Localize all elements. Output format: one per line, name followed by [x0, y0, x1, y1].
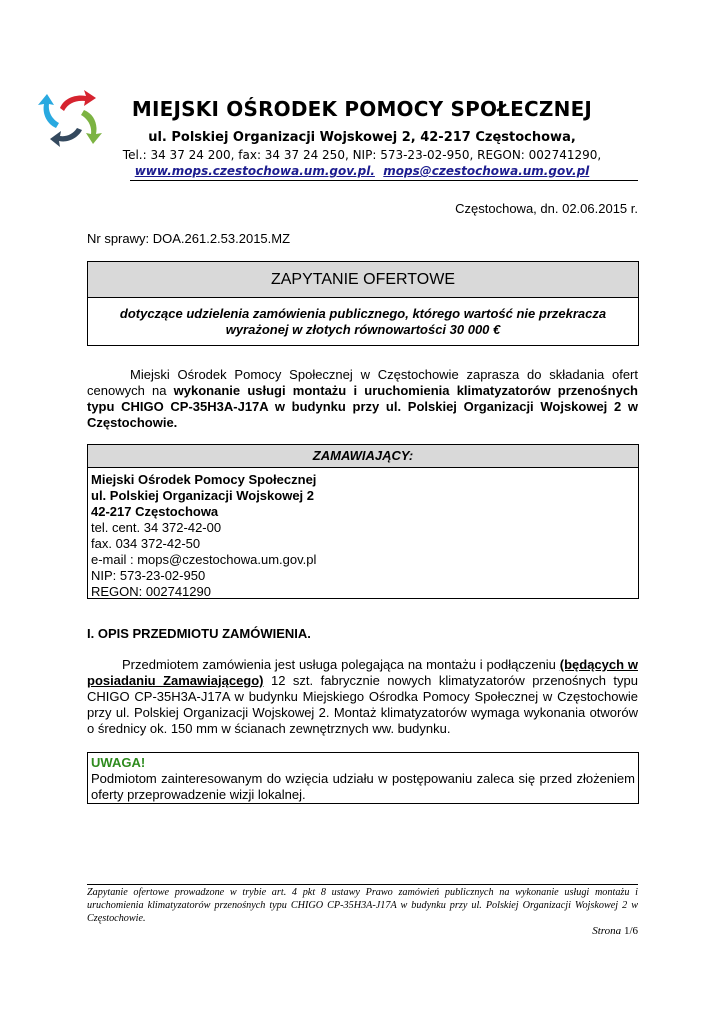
orderer-line: e-mail : mops@czestochowa.um.gov.pl [91, 552, 317, 567]
intro-text-bold: wykonanie usługi montażu i uruchomienia klimatyzatorów przenośnych typu CHIGO CP-35H3A-J17A w budynku przy ul. Polskiej Organizacji Wojskowej 2 w Częstochowie. [87, 383, 638, 430]
warning-text: Podmiotom zainteresowanym do wzięcia udziału w postępowaniu zaleca się przed złożeniem oferty przeprowadzenie wizji lokalnej. [91, 771, 635, 802]
section-1-title: I. OPIS PRZEDMIOTU ZAMÓWIENIA. [87, 626, 311, 641]
subject-text-a: Przedmiotem zamówienia jest usługa polegająca na montażu i podłączeniu [122, 657, 560, 672]
offer-title: ZAPYTANIE OFERTOWE [88, 262, 638, 298]
case-number: Nr sprawy: DOA.261.2.53.2015.MZ [87, 231, 291, 246]
orderer-details [91, 472, 316, 600]
org-name: MIEJSKI OŚRODEK POMOCY SPOŁECZNEJ [131, 97, 593, 121]
subject-text-underlined: (będących w posiadaniu Zamawiającego) [87, 657, 638, 688]
mops-logo [38, 86, 104, 150]
logo-arrow-green [81, 110, 102, 144]
email-link[interactable]: mops@czestochowa.um.gov.pl [383, 164, 590, 178]
orderer-heading: ZAMAWIAJĄCY: [88, 445, 638, 468]
logo-arrow-navy [50, 128, 82, 147]
page-label: Strona [592, 925, 622, 937]
intro-paragraph [87, 367, 638, 431]
document-date: Częstochowa, dn. 02.06.2015 r. [455, 201, 638, 216]
orderer-box [87, 444, 639, 599]
warning-box [87, 752, 639, 804]
footer-note: Zapytanie ofertowe prowadzone w trybie art. 4 pkt 8 ustawy Prawo zamówień publicznych na wykonanie usługi montażu i uruchomienia klimatyzatorów przenośnych typu CHIGO CP-35H3A-J17A w budynku przy ul. Polskiej Organizacji Wojskowej 2 w Częstochowie. [87, 887, 638, 924]
org-address: ul. Polskiej Organizacji Wojskowej 2, 42-217 Częstochowa, [148, 130, 576, 145]
section-1-paragraph [87, 657, 638, 737]
subject-text-b: 12 szt. fabrycznie nowych klimatyzatorów przenośnych typu CHIGO CP-35H3A-J17A w budynku Miejskiego Ośrodka Pomocy Społecznej w Częstochowie przy ul. Polskiej Organizacji Wojskowej 2. Montaż klimatyzatorów wymaga wykonania otworów o średnicy ok. 150 mm w ścianach zewnętrznych ww. budynku. [87, 673, 639, 736]
org-contact: Tel.: 34 37 24 200, fax: 34 37 24 250, NIP: 573-23-02-950, REGON: 002741290, [122, 148, 602, 162]
orderer-line: REGON: 002741290 [91, 584, 211, 599]
logo-arrow-red [60, 90, 96, 111]
intro-text: Miejski Ośrodek Pomocy Społecznej w Częstochowie zaprasza do składania ofert cenowych na [87, 367, 638, 398]
warning-title: UWAGA! [91, 755, 146, 770]
offer-subtitle: dotyczące udzielenia zamówienia publicznego, którego wartość nie przekracza wyrażonej w złotych równowartości 30 000 € [119, 306, 607, 337]
footer-divider [87, 884, 638, 885]
org-links [106, 164, 618, 178]
orderer-line: 42-217 Częstochowa [91, 504, 219, 519]
offer-title-box [87, 261, 639, 346]
orderer-line: NIP: 573-23-02-950 [91, 568, 206, 583]
orderer-line: fax. 034 372-42-50 [91, 536, 201, 551]
page-number [500, 925, 638, 937]
orderer-line: ul. Polskiej Organizacji Wojskowej 2 [91, 488, 314, 503]
orderer-line: tel. cent. 34 372-42-00 [91, 520, 222, 535]
logo-arrow-blue [38, 94, 59, 128]
orderer-line: Miejski Ośrodek Pomocy Społecznej [91, 472, 317, 487]
page-value: 1/6 [623, 925, 638, 937]
website-link[interactable]: www.mops.czestochowa.um.gov.pl. [134, 164, 375, 178]
header-divider [130, 180, 638, 181]
